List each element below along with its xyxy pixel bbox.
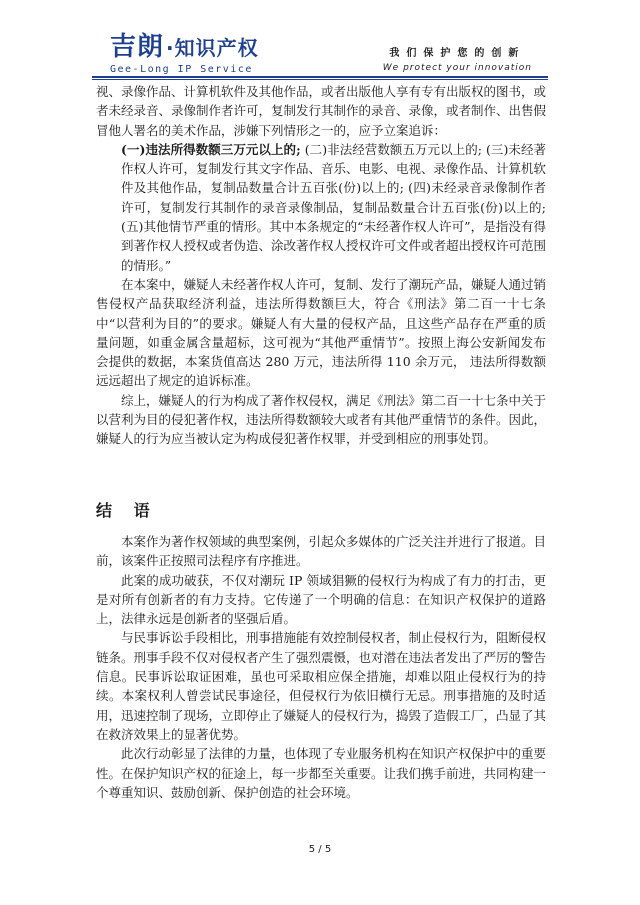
conclusion-paragraph-1: 本案作为著作权领域的典型案例，引起众多媒体的广泛关注并进行了报道。目前，该案件正按照司法程序有序推进。: [96, 533, 547, 569]
logo-english: Gee-Long IP Service: [110, 64, 253, 75]
logo-subtitle: ·知识产权: [166, 36, 259, 60]
logo-brand: 吉朗: [110, 32, 165, 62]
paragraph-continuation: 视、录像作品、计算机软件及其他作品，或者出版他人享有专有出版权的图书，或者未经录音、录像制作者许可，复制发行其制作的录音、录像，或者制作、出售假冒他人署名的美术作品，涉嫌下列情形之一的，应予立案追诉：: [96, 84, 547, 138]
header-divider: [92, 76, 548, 80]
case-analysis-paragraph: 在本案中，嫌疑人未经著作权人许可，复制、发行了潮玩产品，嫌疑人通过销售侵权产品获取经济利益，违法所得数额巨大，符合《刑法》第二百一十七条中“以营利为目的”的要求。嫌疑人有大量的侵权产品，且这些产品存在严重的质量问题，如重金属含量超标，这可视为“其他严重情节”。按照上海公安新闻发布会提供的数据，本案货值高达 280 万元，违法所得 110 余万元， 违法所得数额远远超出了规定的追诉标准。: [96, 276, 547, 389]
section-title-conclusion: 结 语: [96, 500, 158, 520]
conclusion-paragraph-3: 与民事诉讼手段相比，刑事措施能有效控制侵权者，制止侵权行为，阻断侵权链条。刑事手段不仅对侵权者产生了强烈震慑，也对潜在违法者发出了严厉的警告信息。民事诉讼取证困难，虽也可采取相应保全措施，却难以阻止侵权行为的持续。本案权利人曾尝试民事途径，但侵权行为依旧横行无忌。刑事措施的及时适用，迅速控制了现场，立即停止了嫌疑人的侵权行为，捣毁了造假工厂，凸显了其在救济效果上的显著优势。: [96, 630, 547, 742]
slogan-chinese: 我们保护您的创新: [389, 48, 526, 59]
page-header: [0, 0, 640, 82]
legal-criteria-paragraph: [121, 140, 546, 275]
logo-wordmark: [110, 26, 259, 63]
slogan: [383, 44, 532, 73]
criteria-bold: (一)违法所得数额三万元以上的;: [121, 141, 301, 157]
page-number: 5 / 5: [308, 844, 332, 855]
slogan-english: We protect your innovation: [382, 63, 532, 73]
company-logo: [110, 26, 259, 75]
criteria-rest: (二)非法经营数额五万元以上的; (三)未经著作权人许可，复制发行其文字作品、音乐、电影、电视、录像作品、计算机软件及其他作品，复制品数量合计五百张(份)以上的; (四)未经录音录像制作者许可，复制发行其制作的录音录像制品，复制品数量合计五百张(份)以上的; (五)其他情节严重的情形。其中本条规定的“未经著作权人许可”，是指没有得到著作权人授权或者伪造、涂改著作权人授权许可文件或者超出授权许可范围的情形。”: [121, 141, 547, 273]
summary-paragraph: 综上，嫌疑人的行为构成了著作权侵权，满足《刑法》第二百一十七条中关于以营利为目的侵犯著作权，违法所得数额较大或者有其他严重情节的条件。因此，嫌疑人的行为应当被认定为构成侵犯著作权罪，并受到相应的刑事处罚。: [96, 392, 547, 447]
document-body: [96, 82, 546, 802]
conclusion-paragraph-2: 此案的成功破获，不仅对潮玩 IP 领域猖獗的侵权行为构成了有力的打击，更是对所有创新者的有力支持。它传递了一个明确的信息：在知识产权保护的道路上，法律永远是创新者的坚强后盾。: [96, 572, 546, 627]
conclusion-paragraph-4: 此次行动彰显了法律的力量，也体现了专业服务机构在知识产权保护中的重要性。在保护知识产权的征途上，每一步都至关重要。让我们携手前进，共同构建一个尊重知识、鼓励创新、保护创造的社会环境。: [96, 746, 547, 800]
